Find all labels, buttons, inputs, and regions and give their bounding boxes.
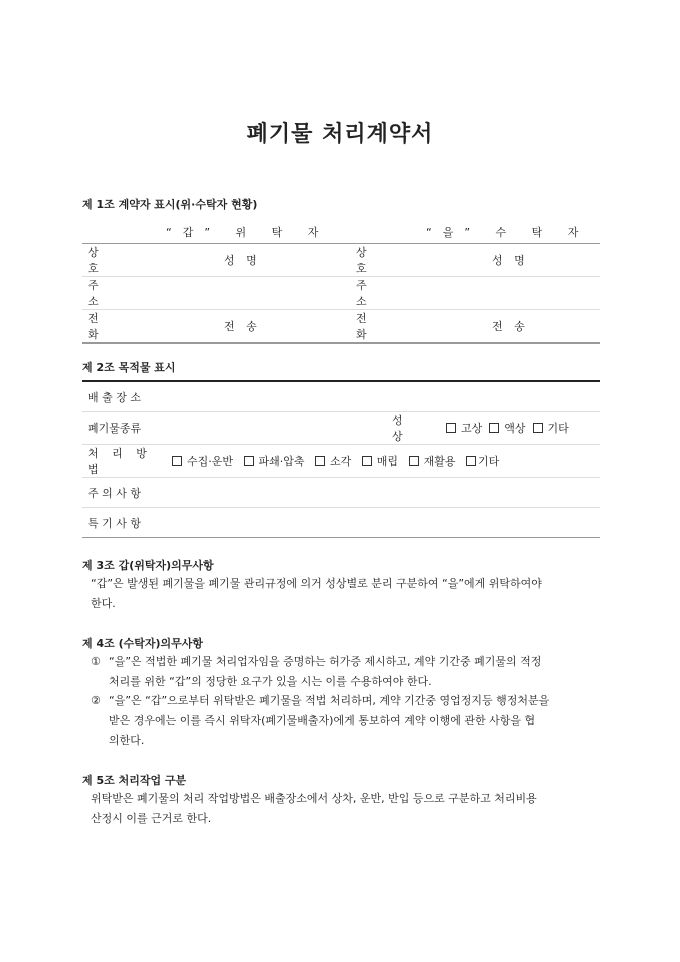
checkbox-icon xyxy=(446,423,456,433)
value-cell[interactable] xyxy=(158,412,380,445)
value-cell[interactable] xyxy=(158,478,600,508)
cell-label: 폐기물종류 xyxy=(82,412,158,445)
method-option[interactable]: 기타 xyxy=(466,455,499,468)
article-4-heading: 제 4조 (수탁자)의무사항 xyxy=(82,637,204,650)
table-row xyxy=(82,277,600,310)
value-cell[interactable] xyxy=(158,508,600,538)
value-cell[interactable] xyxy=(132,244,218,277)
table-row xyxy=(82,310,600,344)
value-cell[interactable] xyxy=(132,310,218,344)
state-option[interactable]: 고상 xyxy=(446,422,482,435)
value-cell[interactable] xyxy=(532,244,600,277)
value-cell[interactable] xyxy=(264,244,350,277)
article-3-line: “갑”은 발생된 폐기물을 폐기물 관리규정에 의거 성상별로 분리 구분하여 “을”에게 위탁하여야 xyxy=(91,577,542,590)
article-3-line: 한다. xyxy=(91,597,116,610)
item-number: ② xyxy=(91,694,101,707)
article-4-item-2 xyxy=(91,691,549,710)
method-options xyxy=(158,445,600,478)
cell-label: 배 출 장 소 xyxy=(82,381,158,412)
cell-label: 전 송 xyxy=(224,320,261,333)
value-cell[interactable] xyxy=(264,310,350,344)
cell-label: 전 화 xyxy=(88,312,107,341)
item-text: “을”은 “갑”으로부터 위탁받은 폐기물을 적법 처리하며, 계약 기간중 영업정지등 행정처분을 xyxy=(109,694,550,707)
table-row xyxy=(82,508,600,538)
method-option[interactable]: 매립 xyxy=(362,455,398,468)
article-2-heading: 제 2조 목적물 표시 xyxy=(82,361,176,374)
cell-label: 성 상 xyxy=(380,412,446,445)
cell-label: 전 송 xyxy=(492,320,529,333)
method-option[interactable]: 재활용 xyxy=(409,455,456,468)
state-options xyxy=(446,412,600,445)
value-cell[interactable] xyxy=(132,277,350,310)
item-number: ① xyxy=(91,655,101,668)
subject-table xyxy=(82,380,600,538)
checkbox-icon xyxy=(466,456,476,466)
article-4-line: 처리를 위한 “갑”의 정당한 요구가 있을 시는 이를 수용하여야 한다. xyxy=(109,675,432,688)
value-cell[interactable] xyxy=(532,310,600,344)
table-row xyxy=(82,381,600,412)
article-4-line: 의한다. xyxy=(109,734,145,747)
checkbox-icon xyxy=(362,456,372,466)
cell-label: 성 명 xyxy=(486,244,532,277)
cell-label: 처 리 방 법 xyxy=(82,445,158,478)
cell-label: 전 화 xyxy=(356,312,375,341)
article-5-line: 위탁받은 폐기물의 처리 작업방법은 배출장소에서 상차, 운반, 반입 등으로 구분하고 처리비용 xyxy=(91,792,537,805)
table-row xyxy=(82,412,600,445)
cell-label: 특 기 사 항 xyxy=(88,516,141,530)
table-row xyxy=(82,445,600,478)
checkbox-icon xyxy=(489,423,499,433)
state-option[interactable]: 기타 xyxy=(533,422,569,435)
cell-label: 상 호 xyxy=(350,244,400,277)
table-row xyxy=(82,244,600,277)
value-cell[interactable] xyxy=(400,310,486,344)
cell-label: 성 명 xyxy=(218,244,264,277)
value-cell[interactable] xyxy=(158,381,600,412)
method-option[interactable]: 수집·운반 xyxy=(172,455,233,468)
article-5-heading: 제 5조 처리작업 구분 xyxy=(82,774,187,787)
checkbox-icon xyxy=(244,456,254,466)
cell-label: 주 소 xyxy=(350,277,400,310)
article-5-line: 산정시 이를 근거로 한다. xyxy=(91,812,212,825)
item-text: “을”은 적법한 폐기물 처리업자임을 증명하는 허가증 제시하고, 계약 기간중 폐기물의 적정 xyxy=(109,655,542,668)
article-1-heading: 제 1조 계약자 표시(위·수탁자 현황) xyxy=(82,198,258,211)
contractor-table xyxy=(82,243,600,344)
table-row xyxy=(82,478,600,508)
article-4-line: 받은 경우에는 이를 즉시 위탁자(폐기물배출자)에게 통보하여 계약 이행에 관한 사항을 협 xyxy=(109,714,536,727)
value-cell[interactable] xyxy=(400,244,486,277)
cell-label: 상 호 xyxy=(82,244,132,277)
method-option[interactable]: 소각 xyxy=(315,455,351,468)
article-3-heading: 제 3조 갑(위탁자)의무사항 xyxy=(82,559,214,572)
party-b-label: “을” 수 탁 자 xyxy=(426,226,590,239)
article-4-item-1 xyxy=(91,652,541,671)
cell-label: 주 소 xyxy=(82,277,132,310)
state-option[interactable]: 액상 xyxy=(489,422,525,435)
checkbox-icon xyxy=(409,456,419,466)
cell-label: 주 의 사 항 xyxy=(82,478,158,508)
party-a-label: “갑” 위 탁 자 xyxy=(166,226,330,239)
value-cell[interactable] xyxy=(400,277,600,310)
checkbox-icon xyxy=(533,423,543,433)
checkbox-icon xyxy=(172,456,182,466)
checkbox-icon xyxy=(315,456,325,466)
document-title: 폐기물 처리계약서 xyxy=(246,122,434,147)
method-option[interactable]: 파쇄·압축 xyxy=(244,455,305,468)
